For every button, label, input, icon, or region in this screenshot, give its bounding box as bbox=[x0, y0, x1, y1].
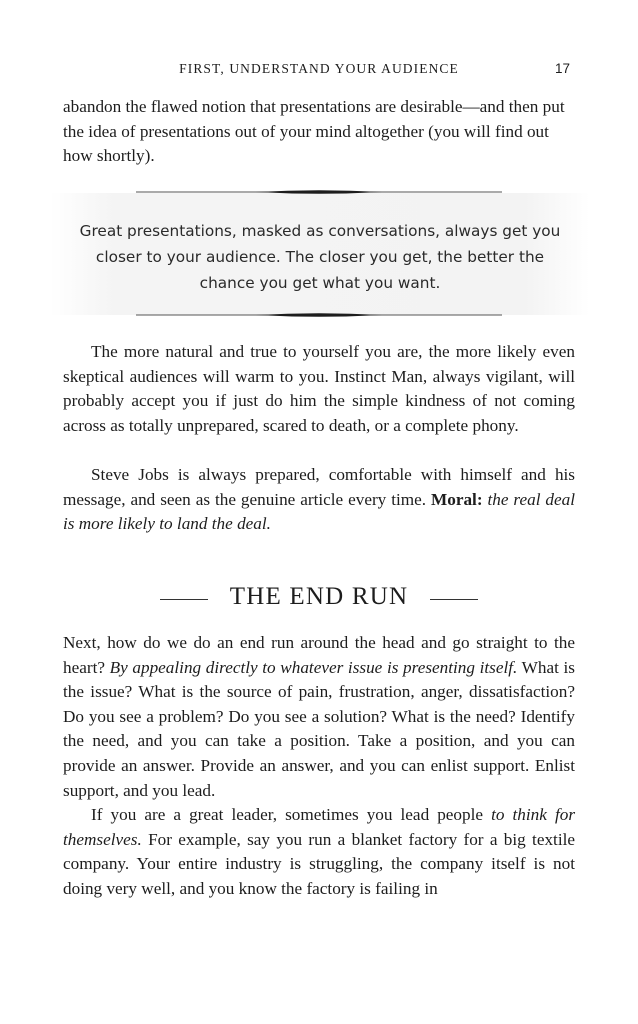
pull-quote-top-rule bbox=[136, 186, 502, 198]
moral-label: Moral: bbox=[431, 489, 483, 509]
pull-quote-text: Great presentations, masked as conversations, always get you closer to your audience. The closer you get, the better the chance you get what you want. bbox=[79, 222, 561, 292]
pull-quote-bottom-rule bbox=[136, 309, 502, 321]
leader-rest: For example, say you run a blanket factory for a big textile company. Your entire industry is struggling, the company itself is not doing very well, and you know the factory is failing in bbox=[63, 829, 576, 898]
section-heading-title: THE END RUN bbox=[229, 583, 409, 610]
leader-paragraph bbox=[63, 803, 575, 901]
section-heading-right-rule bbox=[430, 599, 478, 600]
running-head bbox=[0, 61, 638, 81]
endrun-paragraph bbox=[63, 631, 575, 803]
pull-quote-box bbox=[50, 193, 590, 315]
natural-paragraph bbox=[63, 340, 575, 438]
jobs-paragraph-text: Steve Jobs is always prepared, comfortable with himself and his message, and seen as the genuine article every time. bbox=[63, 465, 575, 509]
endrun-rest: What is the issue? What is the source of pain, frustration, anger, dissatisfaction? Do you see a problem? Do you see a solution? What is the need? Identify the need, and you can take a position. Take a position, and you can provide an answer. Provide an answer, and you can enlist support. Enlist support, and you lead. bbox=[63, 657, 575, 800]
endrun-emphasis: By appealing directly to whatever issue is presenting itself. bbox=[109, 657, 518, 677]
leader-lead: If you are a great leader, sometimes you lead people bbox=[91, 805, 484, 824]
chapter-title: FIRST, UNDERSTAND YOUR AUDIENCE bbox=[179, 61, 459, 76]
intro-paragraph: abandon the flawed notion that presentations are desirable—and then put the idea of presentations out of your mind altogether (you will find out how shortly). bbox=[63, 97, 565, 166]
section-heading bbox=[0, 583, 638, 617]
natural-paragraph-text: The more natural and true to yourself you are, the more likely even skeptical audiences will warm to you. Instinct Man, always vigilant, will probably accept you if just do him the simple kindness of not coming across as totally unprepared, scared to death, or a complete phony. bbox=[63, 342, 575, 435]
jobs-paragraph bbox=[63, 463, 575, 537]
page-number: 17 bbox=[554, 61, 570, 76]
moral-text: the real deal is more likely to land the deal. bbox=[63, 489, 575, 534]
leader-emphasis: to think for themselves. bbox=[63, 805, 576, 849]
endrun-lead: Next, how do we do an end run around the head and go straight to the heart? bbox=[63, 633, 575, 677]
